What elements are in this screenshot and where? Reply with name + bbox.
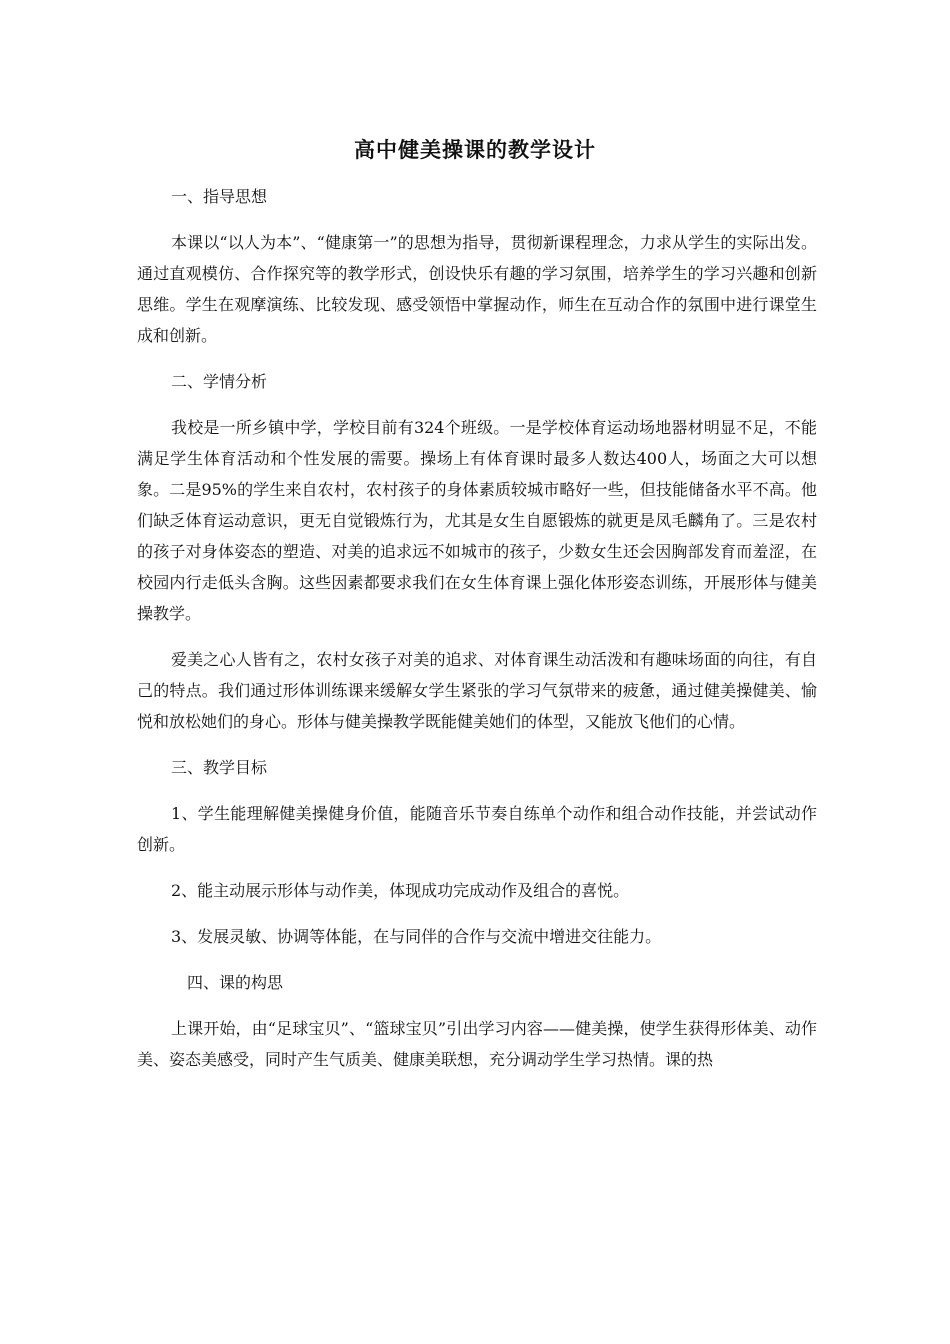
paragraph: 本课以“以人为本”、“健康第一”的思想为指导，贯彻新课程理念，力求从学生的实际出发。通过直观模仿、合作探究等的教学形式，创设快乐有趣的学习氛围，培养学生的学习兴趣和创新思维。学生在观摩演练、比较发现、感受领悟中掌握动作，师生在互动合作的氛围中进行课堂生成和创新。: [137, 233, 817, 345]
section-heading-lesson-concept: 四、课的构思: [187, 973, 284, 992]
paragraph: 我校是一所乡镇中学，学校目前有324个班级。一是学校体育运动场地器材明显不足，不能满足学生体育活动和个性发展的需要。操场上有体育课时最多人数达400人，场面之大可以想象。二是95%的学生来自农村，农村孩子的身体素质较城市略好一些，但技能储备水平不高。他们缺乏体育运动意识，更无自觉锻炼行为，尤其是女生自愿锻炼的就更是凤毛麟角了。三是农村的孩子对身体姿态的塑造、对美的追求远不如城市的孩子，少数女生还会因胸部发育而羞涩，在校园内行走低头含胸。这些因素都要求我们在女生体育课上强化体形姿态训练，开展形体与健美操教学。: [137, 418, 817, 623]
paragraph: 上课开始，由“足球宝贝”、“篮球宝贝”引出学习内容——健美操，使学生获得形体美、动作美、姿态美感受，同时产生气质美、健康美联想，充分调动学生学习热情。课的热: [137, 1019, 817, 1069]
section-heading-student-analysis: 二、学情分析: [171, 372, 268, 391]
document-title: 高中健美操课的教学设计: [354, 137, 596, 162]
paragraph: 2、能主动展示形体与动作美，体现成功完成动作及组合的喜悦。: [171, 881, 630, 900]
paragraph: 3、发展灵敏、协调等体能，在与同伴的合作与交流中增进交往能力。: [171, 927, 662, 946]
section-heading-guiding-ideology: 一、指导思想: [171, 187, 268, 206]
section-heading-teaching-goals: 三、教学目标: [171, 758, 268, 777]
paragraph: 1、学生能理解健美操健身价值，能随音乐节奏自练单个动作和组合动作技能，并尝试动作创新。: [137, 804, 817, 854]
document-body: [137, 181, 817, 1090]
paragraph: 爱美之心人皆有之，农村女孩子对美的追求、对体育课生动活泼和有趣味场面的向往，有自己的特点。我们通过形体训练课来缓解女学生紧张的学习气氛带来的疲惫，通过健美操健美、愉悦和放松她们的身心。形体与健美操教学既能健美她们的体型，又能放飞他们的心情。: [137, 650, 817, 731]
